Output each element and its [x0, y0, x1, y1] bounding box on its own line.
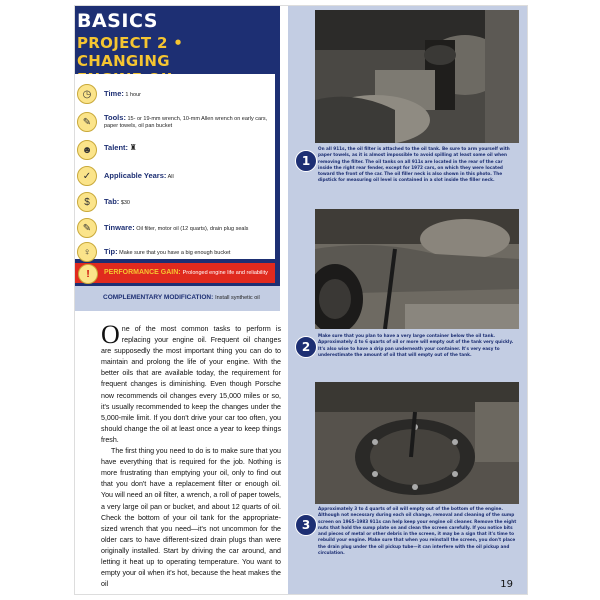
photo-sump-plate — [315, 382, 519, 504]
info-tinware-value: Oil filter, motor oil (12 quarts), drain plug seals — [136, 226, 249, 232]
step-1-badge: 1 — [295, 150, 317, 172]
wrench-icon: ✎ — [77, 112, 97, 132]
step-2-caption: Make sure that you plan to have a very large container below the oil tank. Approximately 4 to 6 quarts of oil or more will empty out of the tank very quickly. It's also wise to have a drip pan underneath your container. It's very easy to underestimate the amount of oil that will empty out of the tank. — [318, 334, 514, 358]
book-page — [75, 6, 527, 594]
lightbulb-icon: ♀ — [77, 242, 97, 262]
page-number: 19 — [500, 579, 513, 590]
info-tools-label: Tools: — [104, 113, 126, 122]
paragraph-2: The first thing you need to do is to make sure that you have everything that is required for the job. Nothing is more frustrating than emptying your oil, only to find out that you don't have a replacement filter or enough oil. You will need an oil filter, a wrench, a roll of paper towels, a very large oil pan or bucket, and about 12 quarts of oil. Check the bottom of your oil tank for the appropriate-sized wrench that you need—it's not uncommon for the older cars to have different-sized drain plugs than were originally installed. Start by driving the car around, and letting it heat up to operating temperature. You want to empty your oil when it's hot, because the heat makes the oil — [101, 447, 281, 589]
info-tab-value: $30 — [120, 200, 130, 206]
info-time-value: 1 hour — [125, 92, 142, 98]
info-tools-value: 15- or 19-mm wrench, 10-mm Allen wrench on early cars, paper towels, oil pan bucket — [104, 116, 268, 129]
info-years-label: Applicable Years: — [104, 171, 167, 180]
info-tab-label: Tab: — [104, 197, 120, 206]
left-column — [75, 6, 280, 594]
step-3-caption: Approximately 3 to 4 quarts of oil will empty out of the bottom of the engine. Although not necessary during each oil change, removal and cleaning of the sump screen on 1965–1983 911s can help keep your engine oil cleaner. Remove the eight nuts that hold the sump plate on and clean the screen carefully. If you notice bits and pieces of metal or other debris in the screen, it may be a sign that it's time to rebuild your engine. Make sure that when you reinstall the screen, you don't place the drain plug under the oil pickup tube—it can interfere with the oil pickup and circulation. — [318, 507, 517, 557]
photo-oil-filter — [315, 10, 519, 143]
dollar-icon: $ — [77, 192, 97, 212]
performance-gain-bar — [75, 263, 275, 283]
tinware-icon: ✎ — [77, 218, 97, 238]
step-1-caption: On all 911s, the oil filter is attached to the oil tank. Be sure to arm yourself with paper towels, as it is almost impossible to avoid spilling at least some oil when removing the filter. The oil tanks on all 911s are located in the rear of the car inside the right rear fender, except for 1972 cars, on which they were located toward the front of the car. The oil filler neck is also shown in this photo. The dipstick for measuring oil level is contained in a slot inside the filler neck. — [318, 147, 510, 184]
performance-gain-label: PERFORMANCE GAIN: — [104, 269, 181, 276]
complementary-modification-value: Install synthetic oil — [215, 295, 260, 301]
section-label: BASICS — [77, 10, 158, 32]
paragraph-1-text: ne of the most common tasks to perform is replacing your engine oil. Frequent oil changes are supposedly the most important thing you can do to maintain and prolong the life of your engine. With the better oils that are available today, the requirement for frequent changes is diminishing. Even though Porsche now recommends oil changes every 15,000 miles or so, it's usually recommended to keep the changes under the 5,000-mile limit. If you don't drive your car too often, you should change the oil at least once a year to keep things fresh. — [101, 325, 281, 444]
drop-cap: O — [101, 320, 120, 349]
info-tinware-label: Tinware: — [104, 223, 135, 232]
info-time-label: Time: — [104, 89, 124, 98]
complementary-modification-label: COMPLEMENTARY MODIFICATION: — [103, 294, 214, 301]
info-tip-value: Make sure that you have a big enough bucket — [119, 250, 231, 256]
exclamation-icon: ! — [78, 264, 98, 284]
info-tip-label: Tip: — [104, 247, 118, 256]
complementary-modification-bar — [75, 286, 280, 311]
step-3-badge: 3 — [295, 514, 317, 536]
project-header — [75, 6, 280, 311]
right-column — [288, 6, 527, 594]
photo-oil-tank-drain — [315, 209, 519, 329]
step-2-badge: 2 — [295, 336, 317, 358]
paragraph-1 — [101, 320, 281, 446]
info-talent-label: Talent: — [104, 143, 129, 152]
info-years-value: All — [167, 174, 174, 180]
checkmark-icon: ✓ — [77, 166, 97, 186]
clock-icon: ◷ — [77, 84, 97, 104]
article-body — [101, 320, 281, 590]
talent-rating-icon: ♜ — [129, 143, 137, 152]
performance-gain-value: Prolonged engine life and reliability — [182, 270, 268, 276]
person-icon: ☻ — [77, 140, 97, 160]
project-info-box — [75, 74, 275, 259]
project-title-line1: PROJECT 2 • CHANGING — [77, 34, 184, 70]
